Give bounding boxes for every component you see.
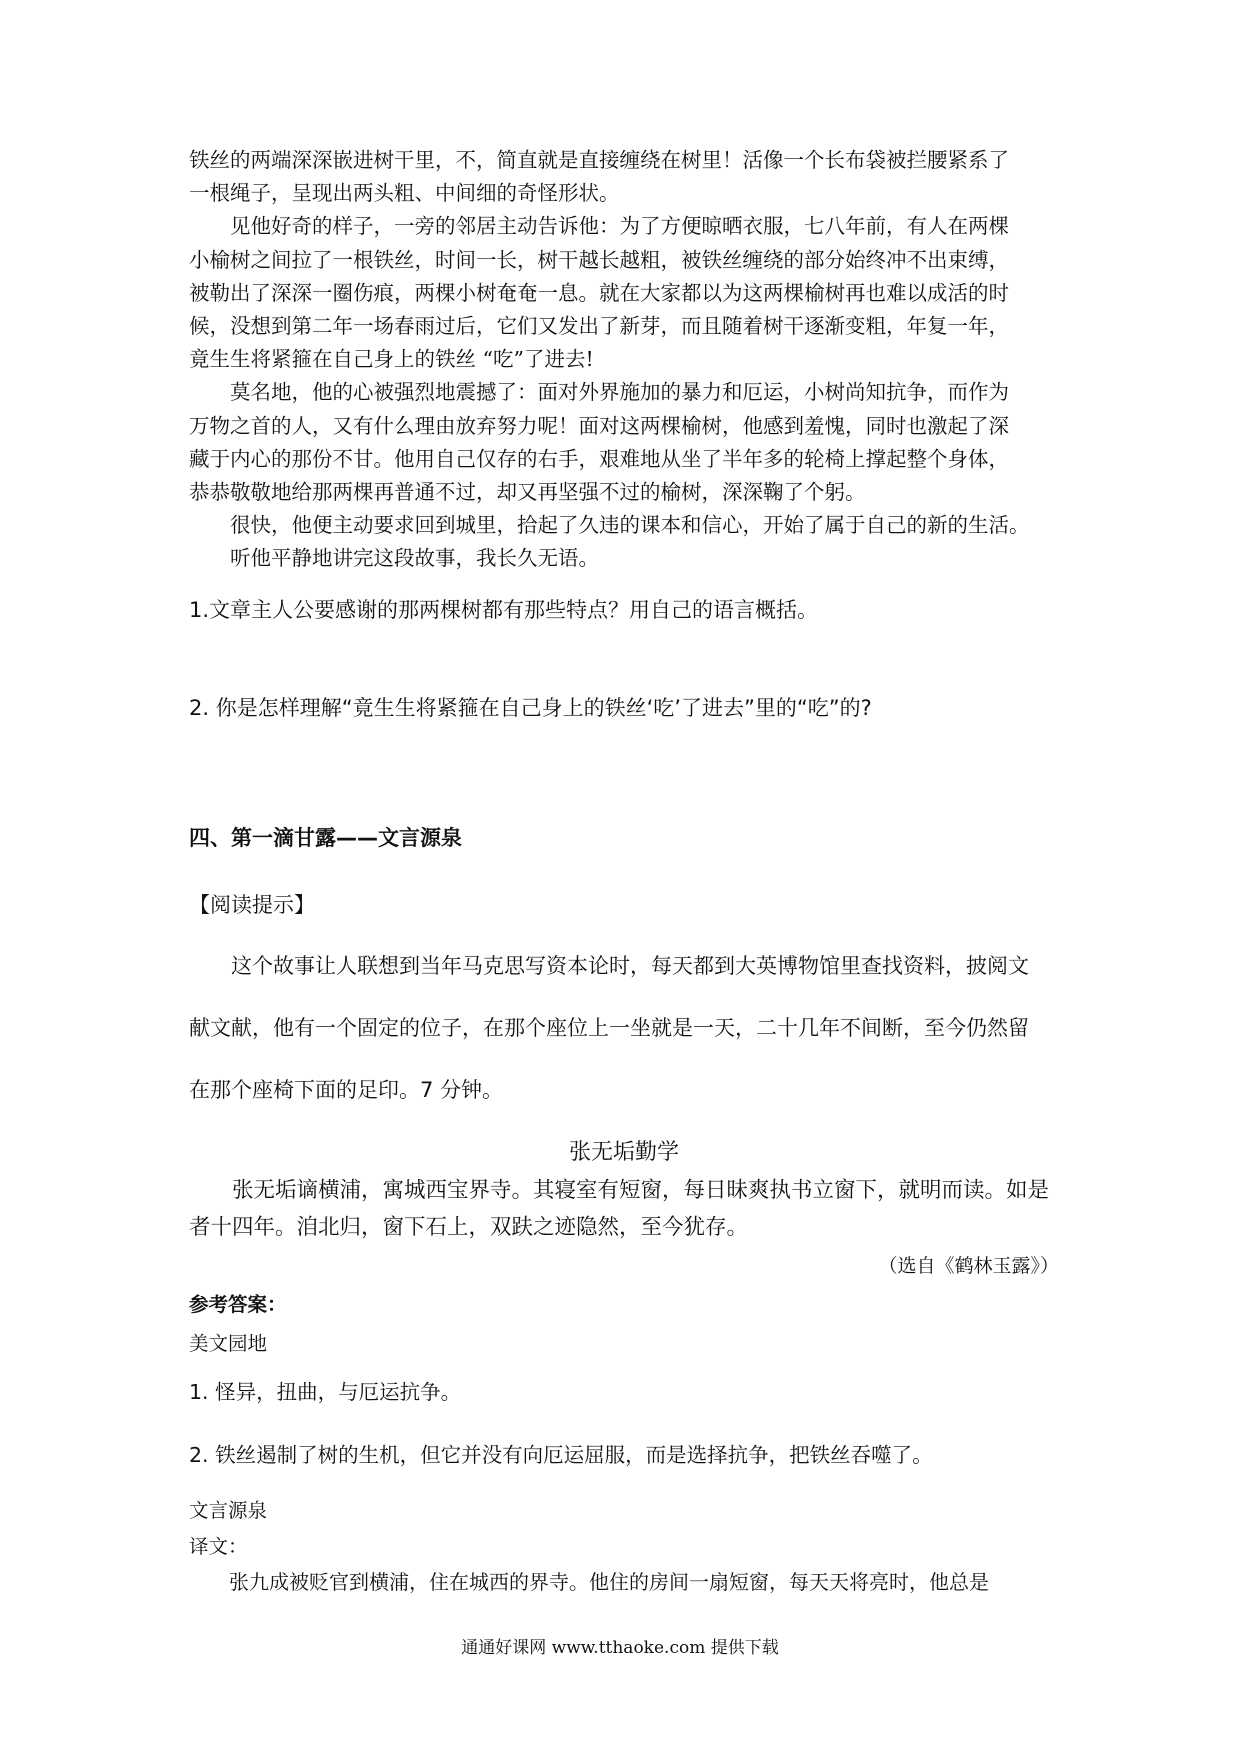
- tip-line: 献文献，他有一个固定的位子，在那个座位上一坐就是一天，二十几年不间断，至今仍然留: [189, 1016, 1029, 1040]
- tip-line: 这个故事让人联想到当年马克思写资本论时，每天都到大英博物馆里查找资料，披阅文: [189, 954, 1029, 978]
- answers-part2-label: 文言源泉: [189, 1499, 268, 1522]
- story-line: 听他平静地讲完这段故事，我长久无语。: [189, 546, 599, 571]
- document-page: [189, 0, 1059, 1754]
- page-footer: 通通好课网 www.tthaoke.com 提供下载: [461, 1638, 779, 1658]
- translation-label: 译文：: [189, 1535, 248, 1558]
- answer-1: 1. 怪异，扭曲，与厄运抗争。: [189, 1380, 462, 1404]
- story-text: [189, 144, 1059, 576]
- story-line: 小榆树之间拉了一根铁丝，时间一长，树干越长越粗，被铁丝缠绕的部分始终冲不出束缚，: [189, 247, 1009, 272]
- classical-line: 张无垢谪横浦，寓城西宝界寺。其寝室有短窗，每日昧爽执书立窗下，就明而读。如是: [189, 1178, 1050, 1203]
- translation-text: 张九成被贬官到横浦，住在城西的界寺。他住的房间一扇短窗，每天天将亮时，他总是: [189, 1570, 989, 1594]
- story-line: 见他好奇的样子，一旁的邻居主动告诉他：为了方便晾晒衣服，七八年前，有人在两棵: [189, 214, 1009, 239]
- story-line: 铁丝的两端深深嵌进树干里，不，简直就是直接缠绕在树里！活像一个长布袋被拦腰紧系了: [189, 148, 1009, 172]
- section-heading: 四、第一滴甘露——文言源泉: [189, 826, 462, 850]
- answers-part1-label: 美文园地: [189, 1332, 268, 1355]
- story-line: 莫名地，他的心被强烈地震撼了：面对外界施加的暴力和厄运，小树尚知抗争，而作为: [189, 380, 1009, 405]
- story-line: 一根绳子，呈现出两头粗、中间细的奇怪形状。: [189, 181, 620, 206]
- story-line: 被勒出了深深一圈伤痕，两棵小树奄奄一息。就在大家都以为这两棵榆树再也难以成活的时: [189, 280, 1009, 305]
- answer-2: 2. 铁丝遏制了树的生机，但它并没有向厄运屈服，而是选择抗争，把铁丝吞噬了。: [189, 1443, 933, 1467]
- reading-tip-label: 【阅读提示】: [189, 893, 315, 917]
- classical-text: [189, 1172, 1059, 1246]
- story-line: 候，没想到第二年一场春雨过后，它们又发出了新芽，而且随着树干逐渐变粗，年复一年，: [189, 314, 1009, 339]
- story-line: 很快，他便主动要求回到城里，拾起了久违的课本和信心，开始了属于自己的新的生活。: [189, 513, 1030, 538]
- story-line: 藏于内心的那份不甘。他用自己仅存的右手，艰难地从坐了半年多的轮椅上撑起整个身体，: [189, 446, 1009, 471]
- story-line: 竟生生将紧箍在自己身上的铁丝 “吃”了进去!: [189, 347, 594, 372]
- classical-line: 者十四年。洎北归，窗下石上，双趺之迹隐然，至今犹存。: [189, 1215, 749, 1240]
- story-line: 恭恭敬敬地给那两棵再普通不过，却又再坚强不过的榆树，深深鞠了个躬。: [189, 480, 866, 505]
- question-2: 2. 你是怎样理解“竟生生将紧箍在自己身上的铁丝‘吃’了进去”里的“吃”的?: [189, 696, 872, 720]
- source-citation: （选自《鹤林玉露》）: [878, 1255, 1059, 1277]
- answers-heading: 参考答案：: [189, 1293, 287, 1316]
- reading-tip-text: [189, 935, 1059, 1121]
- story-line: 万物之首的人，又有什么理由放弃努力呢！面对这两棵榆树，他感到羞愧，同时也激起了深: [189, 413, 1009, 438]
- question-1: 1.文章主人公要感谢的那两棵树都有那些特点？用自己的语言概括。: [189, 598, 819, 622]
- tip-line: 在那个座椅下面的足印。7 分钟。: [189, 1078, 504, 1102]
- classical-title: 张无垢勤学: [568, 1140, 679, 1165]
